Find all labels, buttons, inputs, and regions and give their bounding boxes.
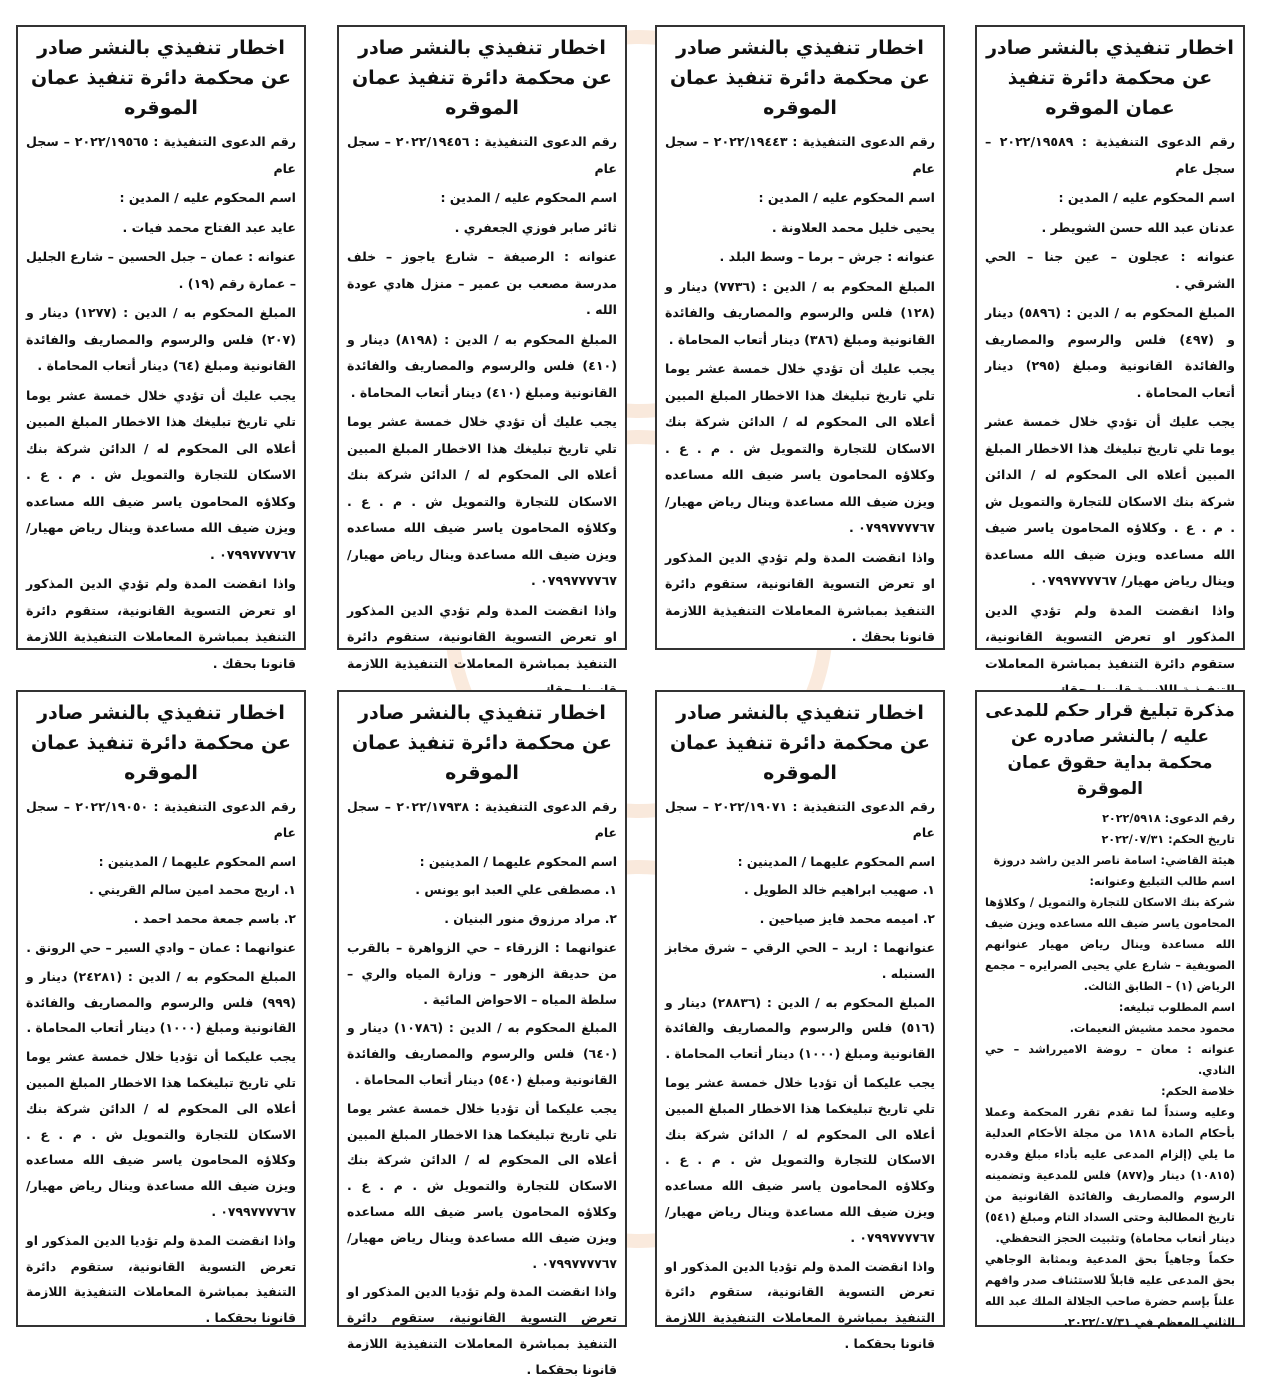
- notice-line: اسم المحكوم عليه / المدين :: [1058, 190, 1235, 205]
- notice-line: عنوانهما : الزرقاء – حي الزواهرة – بالقرب من حديقة الزهور – وزارة المياه والري – سلطة المياه – الاحواض المائية .: [347, 939, 617, 1007]
- notice-line: يحيى خليل محمد العلاونة .: [771, 219, 935, 235]
- notice-line: المبلغ المحكوم به / الدين : (٢٨٨٣٦) دينار و (٥١٦) فلس والرسوم والمصاريف والفائدة القانونية ومبلغ (١٠٠٠) دينار أتعاب المحاماة .: [665, 994, 935, 1062]
- notice-line: يجب عليكما أن تؤديا خلال خمسة عشر يوما تلي تاريخ تبليغكما هذا الاخطار المبلغ المبين أعلاه الى المحكوم له / الدائن شركة بنك الاسكان للتجارة والتمويل ش . م . ع . وكلاؤه المحامون ياسر ضيف الله مساعده ويزن ضيف الله مساعدة وينال رياض مهيار/ ٠٧٩٩٧٧٧٧٦٧ .: [665, 1074, 935, 1245]
- notice-line: اسم المحكوم عليه / المدين :: [440, 190, 617, 205]
- notice-line: واذا انقضت المدة ولم تؤديا الدين المذكور او تعرض التسوية القانونية، ستقوم دائرة التنفيذ بمباشرة المعاملات التنفيذية اللازمة قانونا بحقكما .: [26, 1232, 296, 1326]
- notice-line: رقم الدعوى التنفيذية : ٢٠٢٢/١٩٤٤٣ – سجل عام: [665, 134, 935, 176]
- notice-line: اسم المحكوم عليه / المدين :: [119, 190, 296, 205]
- notice-line: واذا انقضت المدة ولم تؤدي الدين المذكور او تعرض التسوية القانونية، ستقوم دائرة التنفيذ بمباشرة المعاملات التنفيذية اللازمة قانونا بحقك .: [26, 576, 296, 671]
- notice-line: عنوانه : عمان – جبل الحسين – شارع الجليل – عمارة رقم (١٩) .: [26, 249, 296, 291]
- notice-line: اسم المطلوب تبليغه:: [1118, 1001, 1235, 1014]
- notice-line: عايد عبد الفتاح محمد فيات .: [122, 219, 296, 235]
- notice-line: يجب عليك أن تؤدي خلال خمسة عشر يوما تلي تاريخ تبليغك هذا الاخطار المبلغ المبين أعلاه الى المحكوم له / الدائن شركة بنك الاسكان للتجارة والتمويل ش . م . ع . وكلاؤه المحامون ياسر ضيف الله مساعده ويزن ضيف الله مساعدة وينال رياض مهيار/ ٠٧٩٩٧٧٧٧٦٧ .: [347, 414, 617, 588]
- notice-line: عنوانه : معان – روضة الاميرراشد – حي النادي.: [985, 1043, 1235, 1077]
- notice-line: ١. صهيب ابراهيم خالد الطويل .: [744, 882, 935, 898]
- notice-line: يجب عليك أن تؤدي خلال خمسة عشر يوما تلي تاريخ تبليغك هذا الاخطار المبلغ المبين أعلاه الى المحكوم له / الدائن شركة بنك الاسكان للتجارة والتمويل ش . م . ع . وكلاؤه المحامون ياسر ضيف الله مساعده ويزن ضيف الله مساعدة وينال رياض مهيار/ ٠٧٩٩٧٧٧٧٦٧ .: [665, 361, 935, 535]
- notice-line: عنوانه : الرصيفة – شارع ياجوز – خلف مدرسة مصعب بن عمير – منزل هادي عودة الله .: [347, 249, 617, 317]
- notice-line: رقم الدعوى التنفيذية : ٢٠٢٢/١٧٩٣٨ – سجل عام: [347, 799, 617, 840]
- notice-line: ١. مصطفى علي العبد ابو يونس .: [415, 882, 617, 898]
- notice-line: عنوانهما : عمان – وادي السير – حي الرونق .: [26, 939, 296, 955]
- notice-title: اخطار تنفيذي بالنشر صادر عن محكمة دائرة تنفيذ عمان الموقره: [30, 702, 292, 784]
- notice-line: يجب عليك أن تؤدي خلال خمسة عشر يوما تلي تاريخ تبليغك هذا الاخطار المبلغ المبين أعلاه الى المحكوم له / الدائن شركة بنك الاسكان للتجارة والتمويل ش . م . ع . وكلاؤه المحامون ياسر ضيف الله مساعده ويزن ضيف الله مساعدة وينال رياض مهيار/ ٠٧٩٩٧٧٧٧٦٧ .: [985, 414, 1235, 588]
- notice-line: يجب عليكما أن تؤديا خلال خمسة عشر يوما تلي تاريخ تبليغكما هذا الاخطار المبلغ المبين أعلاه الى المحكوم له / الدائن شركة بنك الاسكان للتجارة والتمويل ش . م . ع . وكلاؤه المحامون ياسر ضيف الله مساعده ويزن ضيف الله مساعدة وينال رياض مهيار/ ٠٧٩٩٧٧٧٧٦٧ .: [26, 1049, 296, 1219]
- notice-line: هيئة القاضي: اسامة ناصر الدين راشد دروزة: [993, 854, 1235, 867]
- execution-notice: [337, 25, 627, 671]
- notice-line: محمود محمد مشيش النعيمات.: [1069, 1022, 1235, 1035]
- notice-line: المبلغ المحكوم به / الدين : (١٢٧٧) دينار و (٢٠٧) فلس والرسوم والمصاريف والفائدة القانونية ومبلغ (٦٤) دينار أتعاب المحاماة .: [26, 305, 296, 373]
- notice-title: مذكرة تبليغ قرار حكم للمدعى عليه / بالنشر صادره عن محكمة بداية حقوق عمان الموقرة: [985, 701, 1235, 799]
- execution-notice: [655, 690, 945, 1351]
- notice-title: اخطار تنفيذي بالنشر صادر عن محكمة دائرة تنفيذ عمان الموقره: [351, 702, 613, 784]
- notice-line: عنوانهما : اربد – الحي الرقي – شرق مخابز السنبله .: [665, 939, 935, 981]
- notice-line: واذا انقضت المدة ولم تؤديا الدين المذكور او تعرض التسوية القانونية، ستقوم دائرة التنفيذ بمباشرة المعاملات التنفيذية اللازمة قانونا بحقكما .: [347, 1284, 617, 1377]
- notice-line: المبلغ المحكوم به / الدين : (٢٤٢٨١) دينار و (٩٩٩) فلس والرسوم والمصاريف والفائدة القانونية ومبلغ (١٠٠٠) دينار أتعاب المحاماة .: [26, 968, 296, 1036]
- notice-line: ٢. مراد مرزوق منور البنيان .: [444, 911, 617, 927]
- notice-line: حكماً وجاهياً بحق المدعية وبمثابة الوجاهي بحق المدعى عليه قابلاً للاستئناف صدر وافهم علناً بإسم حضرة صاحب الجلالة الملك عبد الله الثاني المعظم في ٢٠٢٢/٠٧/٣١.: [985, 1253, 1235, 1329]
- execution-notice: [337, 690, 627, 1377]
- notice-line: واذا انقضت المدة ولم تؤديا الدين المذكور او تعرض التسوية القانونية، ستقوم دائرة التنفيذ بمباشرة المعاملات التنفيذية اللازمة قانونا بحقكما .: [665, 1258, 935, 1351]
- notice-line: رقم الدعوى التنفيذية : ٢٠٢٢/١٩٤٥٦ – سجل عام: [347, 134, 617, 176]
- notice-line: اسم المحكوم عليهما / المدينين :: [419, 853, 617, 869]
- notice-line: المبلغ المحكوم به / الدين : (٥٨٩٦) دينار و (٤٩٧) فلس والرسوم والمصاريف والفائدة القانونية ومبلغ (٢٩٥) دينار أتعاب المحاماة .: [985, 305, 1236, 400]
- notice-line: عنوانه : عجلون – عين جنا – الحي الشرقي .: [985, 249, 1235, 291]
- notice-title: اخطار تنفيذي بالنشر صادر عن محكمة دائرة تنفيذ عمان الموقره: [669, 37, 931, 119]
- notice-line: يجب عليكما أن تؤديا خلال خمسة عشر يوما تلي تاريخ تبليغكما هذا الاخطار المبلغ المبين أعلاه الى المحكوم له / الدائن شركة بنك الاسكان للتجارة والتمويل ش . م . ع . وكلاؤه المحامون ياسر ضيف الله مساعده ويزن ضيف الله مساعدة وينال رياض مهيار/ ٠٧٩٩٧٧٧٧٦٧ .: [347, 1100, 617, 1271]
- notice-line: ١. اريج محمد امين سالم القريني .: [88, 882, 296, 898]
- execution-notice: [655, 25, 945, 650]
- notice-title: اخطار تنفيذي بالنشر صادر عن محكمة دائرة تنفيذ عمان الموقره: [351, 37, 613, 119]
- notice-line: واذا انقضت المدة ولم تؤدي الدين المذكور او تعرض التسوية القانونية، ستقوم دائرة التنفيذ بمباشرة المعاملات التنفيذية اللازمة: [347, 602, 617, 671]
- notice-line: ٢. اميمه محمد فايز صياحين .: [759, 911, 935, 927]
- notice-line: المبلغ المحكوم به / الدين : (١٠٧٨٦) دينار و (٦٤٠) فلس والرسوم والمصاريف والفائدة القانونية ومبلغ (٥٤٠) دينار أتعاب المحاماة .: [347, 1020, 617, 1087]
- notice-line: اسم المحكوم عليهما / المدينين :: [98, 853, 296, 869]
- notice-line: رقم الدعوى التنفيذية : ٢٠٢٢/١٩٠٧١ – سجل عام: [665, 799, 935, 840]
- notice-title: اخطار تنفيذي بالنشر صادر عن محكمة دائرة تنفيذ عمان الموقره: [986, 37, 1234, 119]
- notice-title: اخطار تنفيذي بالنشر صادر عن محكمة دائرة تنفيذ عمان الموقره: [669, 702, 931, 784]
- execution-notice: [16, 25, 306, 671]
- execution-notice: [975, 25, 1245, 671]
- notice-line: يجب عليك أن تؤدي خلال خمسة عشر يوما تلي تاريخ تبليغك هذا الاخطار المبلغ المبين أعلاه الى المحكوم له / الدائن شركة بنك الاسكان للتجارة والتمويل ش . م . ع . وكلاؤه المحامون ياسر ضيف الله مساعده ويزن ضيف الله مساعدة وينال رياض مهيار/ ٠٧٩٩٧٧٧٧٦٧ .: [26, 387, 296, 562]
- notice-line: اسم طالب التبليغ وعنوانه:: [1089, 875, 1235, 888]
- judgment-notice: [975, 690, 1245, 1327]
- notice-line: رقم الدعوى التنفيذية : ٢٠٢٢/١٩٥٨٩ – سجل عام: [985, 134, 1236, 176]
- notice-title: اخطار تنفيذي بالنشر صادر عن محكمة دائرة تنفيذ عمان الموقره: [30, 37, 292, 119]
- notice-line: واذا انقضت المدة ولم تؤدي الدين المذكور او تعرض التسوية القانونية، ستقوم دائرة التنفيذ بمباشرة المعاملات التنفيذية اللازمة قانونا بحقك .: [665, 549, 935, 644]
- notice-line: ٢. باسم جمعة محمد احمد .: [133, 911, 296, 927]
- notice-line: رقم الدعوى التنفيذية : ٢٠٢٢/١٩٥٦٥ – سجل عام: [26, 134, 296, 176]
- execution-notice: [16, 690, 306, 1327]
- notice-line: وعليه وسنداً لما تقدم تقرر المحكمة وعملا بأحكام المادة ١٨١٨ من مجلة الأحكام العدلية ما يلي (إلزام المدعى عليه بأداء مبلغ وقدره (١٠٨١٥) دينار و(٨٧٧) فلس للمدعية وتضمينه الرسوم والمصاريف والفائدة القانونية من تاريخ المطالبة وحتى السداد التام ومبلغ (٥٤١) دينار أتعاب محاماة) وتثبيت الحجز التحفظي.: [985, 1106, 1236, 1245]
- notice-line: المبلغ المحكوم به / الدين : (٧٧٣٦) دينار و (١٢٨) فلس والرسوم والمصاريف والفائدة القانونية ومبلغ (٣٨٦) دينار أتعاب المحاماة .: [665, 278, 935, 347]
- notice-line: رقم الدعوى التنفيذية : ٢٠٢٢/١٩٠٥٠ – سجل عام: [26, 799, 296, 840]
- notice-line: اسم المحكوم عليه / المدين :: [758, 190, 935, 205]
- notice-line: عنوانه : جرش – برما – وسط البلد .: [719, 249, 935, 264]
- notice-line: شركة بنك الاسكان للتجارة والتمويل / وكلاؤها المحامون ياسر ضيف الله مساعده ويزن ضيف الله مساعدة وينال رياض مهيار عنوانهم الصويفية – شارع علي يحيى الصرايره – مجمع الرياض (١) – الطابق الثالث.: [985, 896, 1235, 993]
- notice-line: واذا انقضت المدة ولم تؤدي الدين المذكور او تعرض التسوية القانونية، ستقوم دائرة التنفيذ بمباشرة المعاملات: [985, 602, 1235, 671]
- notice-line: عدنان عبد الله حسن الشويطر .: [1041, 219, 1235, 235]
- notice-line: خلاصة الحكم:: [1161, 1085, 1235, 1098]
- notice-line: ثائر صابر فوزي الجعفري .: [454, 219, 617, 235]
- notice-line: تاريخ الحكم: ٢٠٢٢/٠٧/٣١: [1101, 833, 1235, 846]
- notice-line: اسم المحكوم عليهما / المدينين :: [737, 853, 935, 869]
- notice-line: رقم الدعوى: ٢٠٢٢/٥٩١٨: [1102, 812, 1235, 825]
- notice-line: المبلغ المحكوم به / الدين : (٨١٩٨) دينار و (٤١٠) فلس والرسوم والمصاريف والفائدة القانونية ومبلغ (٤١٠) دينار أتعاب المحاماة .: [347, 331, 617, 400]
